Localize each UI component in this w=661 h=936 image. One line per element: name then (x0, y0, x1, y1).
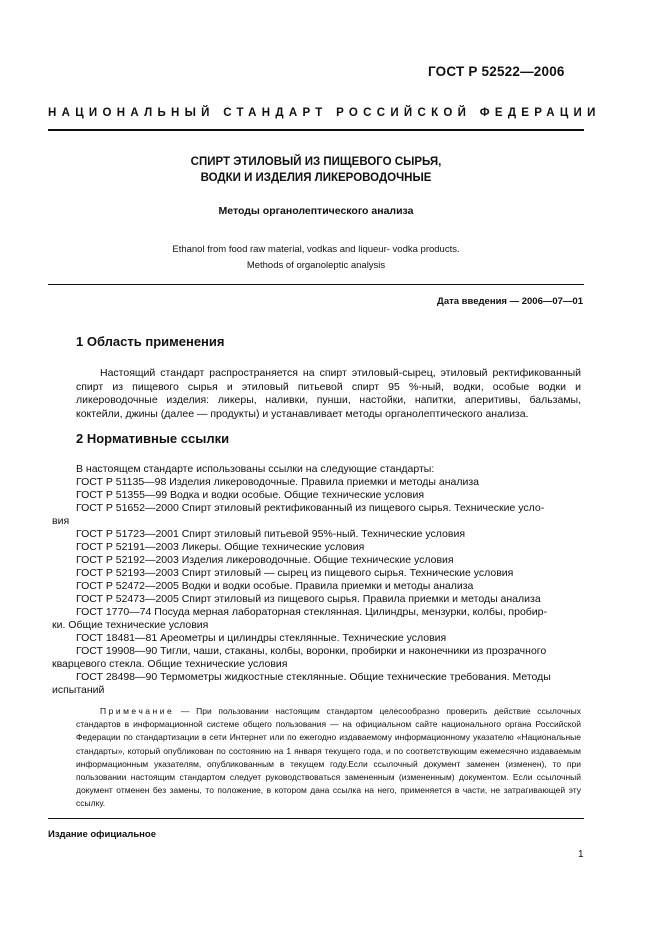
reference-item: ГОСТ Р 52191—2003 Ликеры. Общие технические условия (76, 541, 365, 553)
header-rule (48, 129, 584, 131)
section-1-heading: 1 Область применения (76, 334, 225, 349)
reference-item-continuation: испытаний (52, 684, 105, 696)
references-intro: В настоящем стандарте использованы ссылки на следующие стандарты: (76, 463, 435, 475)
reference-item: ГОСТ Р 51135—98 Изделия ликероводочные. Правила приемки и методы анализа (76, 476, 480, 488)
english-title-line-1: Ethanol from food raw material, vodkas and liqueur- vodka products. (172, 244, 460, 255)
national-standard-banner: НАЦИОНАЛЬНЫЙ СТАНДАРТ РОССИЙСКОЙ ФЕДЕРАЦИИ (48, 107, 601, 119)
reference-item-continuation: вия (52, 515, 70, 527)
reference-item: ГОСТ 28498—90 Термометры жидкостные стеклянные. Общие технические требования. Методы (76, 671, 551, 683)
official-edition-label: Издание официальное (48, 829, 156, 840)
document-code: ГОСТ Р 52522—2006 (428, 64, 565, 79)
footer-rule (48, 818, 584, 819)
title-rule (48, 284, 584, 285)
section-1-text: Настоящий стандарт распространяется на спирт этиловый-сырец, этиловый ректификованный спирт из пищевого сырья и этиловый питьевой спирт 95 %-ный, водки, особые водки и ликероводочные изделия: ликеры, наливки, пунши, настойки, напитки, аперитивы, бальзамы, коктейли, джины (далее — продукты) и устанавливает методы органолептического анализа. (76, 367, 581, 421)
reference-item: ГОСТ 18481—81 Ареометры и цилиндры стеклянные. Технические условия (76, 632, 447, 644)
reference-item: ГОСТ Р 52192—2003 Изделия ликероводочные. Общие технические условия (76, 554, 454, 566)
reference-item-continuation: кварцевого стекла. Общие технические условия (52, 658, 288, 670)
document-title (48, 154, 584, 186)
reference-item: ГОСТ Р 51723—2001 Спирт этиловый питьевой 95%-ный. Технические условия (76, 528, 466, 540)
reference-item-continuation: ки. Общие технические условия (52, 619, 209, 631)
references-list (52, 463, 582, 697)
reference-item: ГОСТ 19908—90 Тигли, чаши, стаканы, колбы, воронки, пробирки и наконечники из прозрачного (76, 645, 547, 657)
note-text: — При пользовании настоящим стандартом целесообразно проверить действие ссылочных стандартов в информационной системе общего пользования — на официальном сайте национального органа Российской Федерации по стандартизации в сети Интернет или по ежегодно издаваемому информационному указателю «Национальные стандарты», который опубликован по состоянию на 1 января текущего года, и по соответствующим ежемесячно издаваемым информационным указателям, опубликованным в текущем году.Если ссылочный документ заменен (изменен), то при пользовании настоящим стандартом следует руководствоваться замененным (измененным) документом. Если ссылочный документ отменен без замены, то положение, в котором дана ссылка на него, применяется в части, не затрагивающей эту ссылку. (76, 706, 581, 809)
note-label: Примечание (100, 706, 175, 716)
reference-item: ГОСТ Р 52473—2005 Спирт этиловый из пищевого сырья. Правила приемки и методы анализа (76, 593, 541, 605)
reference-item: ГОСТ 1770—74 Посуда мерная лабораторная стеклянная. Цилиндры, мензурки, колбы, пробир- (76, 606, 547, 618)
reference-item: ГОСТ Р 51652—2000 Спирт этиловый ректификованный из пищевого сырья. Технические усло- (76, 502, 545, 514)
references-note (76, 705, 581, 811)
title-line-1: СПИРТ ЭТИЛОВЫЙ ИЗ ПИЩЕВОГО СЫРЬЯ, (190, 156, 442, 168)
reference-item: ГОСТ Р 52472—2005 Водки и водки особые. Правила приемки и методы анализа (76, 580, 474, 592)
english-title-line-2: Methods of organoleptic analysis (246, 260, 386, 271)
document-subtitle: Методы органолептического анализа (218, 205, 414, 217)
reference-item: ГОСТ Р 52193—2003 Спирт этиловый — сырец из пищевого сырья. Технические условия (76, 567, 514, 579)
introduction-date: Дата введения — 2006—07—01 (437, 296, 583, 307)
page-number: 1 (578, 849, 584, 860)
reference-item: ГОСТ Р 51355—99 Водка и водки особые. Общие технические условия (76, 489, 425, 501)
section-2-heading: 2 Нормативные ссылки (76, 431, 230, 446)
english-title (48, 242, 584, 274)
title-line-2: ВОДКИ И ИЗДЕЛИЯ ЛИКЕРОВОДОЧНЫЕ (200, 172, 432, 184)
